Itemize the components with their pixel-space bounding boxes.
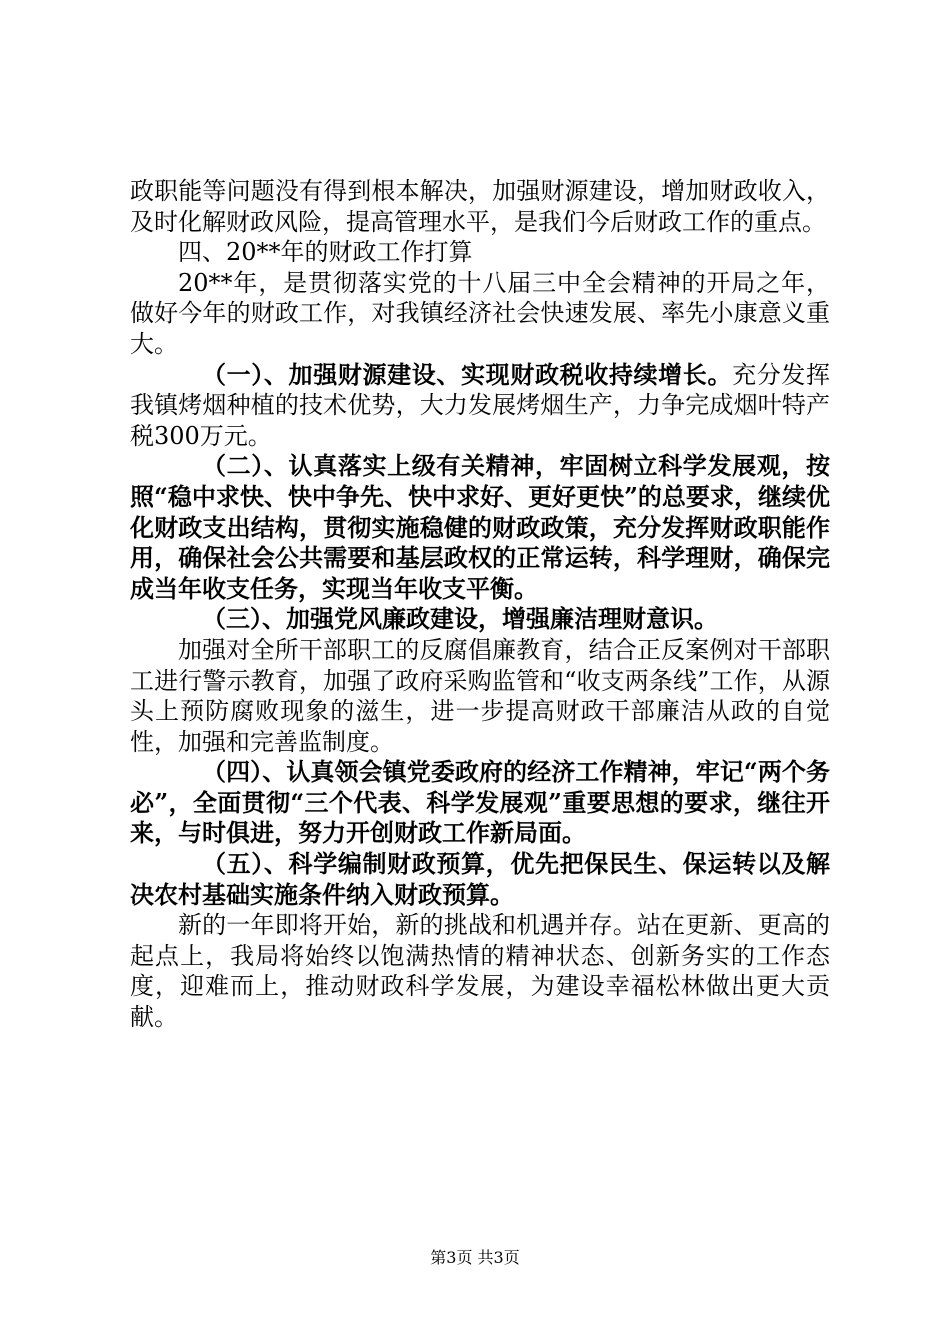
paragraph-text: 政职能等问题没有得到根本解决，加强财源建设，增加财政收入，及时化解财政风险，提高管理水平，是我们今后财政工作的重点。 [130, 177, 830, 236]
paragraph-text: 充分发挥我镇烤烟种植的技术优势，大力发展烤烟生产，力争完成烟叶特产税300万元。 [130, 360, 831, 450]
section-heading [130, 237, 830, 268]
paragraph-intro [130, 268, 830, 360]
page-footer [0, 1245, 950, 1268]
item-heading: （二）、认真落实上级有关精神，牢固树立科学发展观，按照“稳中求快、快中争先、快中求好、更好更快”的总要求，继续优化财政支出结构，贯彻实施稳健的财政政策，充分发挥财政职能作用，确保社会公共需要和基层政权的正常运转，科学理财，确保完成当年收支任务，实现当年收支平衡。 [130, 451, 830, 603]
paragraph-text: 新的一年即将开始，新的挑战和机遇并存。站在更新、更高的起点上，我局将始终以饱满热情的精神状态、创新务实的工作态度，迎难而上，推动财政科学发展，为建设幸福松林做出更大贡献。 [130, 911, 830, 1032]
paragraph-item-3 [130, 604, 830, 635]
section-heading-text: 四、20**年的财政工作打算 [178, 238, 473, 267]
paragraph-item-3-body [130, 635, 830, 757]
item-heading: （一）、加强财源建设、实现财政税收持续增长。 [202, 359, 733, 389]
paragraph-text: 加强对全所干部职工的反腐倡廉教育，结合正反案例对干部职工进行警示教育，加强了政府采购监管和“收支两条线”工作，从源头上预防腐败现象的滋生，进一步提高财政干部廉洁从政的自觉性，加强和完善监制度。 [130, 635, 830, 756]
paragraph-item-5 [130, 849, 830, 910]
item-heading: （四）、认真领会镇党委政府的经济工作精神，牢记“两个务必”，全面贯彻“三个代表、科学发展观”重要思想的要求，继往开来，与时俱进，努力开创财政工作新局面。 [130, 757, 830, 848]
paragraph-closing [130, 910, 830, 1032]
paragraph-item-4 [130, 757, 830, 849]
paragraph-text: 20**年，是贯彻落实党的十八届三中全会精神的开局之年，做好今年的财政工作，对我镇经济社会快速发展、率先小康意义重大。 [130, 268, 830, 358]
paragraph-item-2 [130, 451, 830, 604]
paragraph-continuation [130, 176, 830, 237]
document-body [130, 176, 830, 1033]
item-heading: （三）、加强党风廉政建设，增强廉洁理财意识。 [202, 604, 718, 634]
item-heading: （五）、科学编制财政预算，优先把保民生、保运转以及解决农村基础实施条件纳入财政预算。 [130, 849, 830, 909]
paragraph-item-1 [130, 360, 830, 452]
page-number: 第3页 共3页 [430, 1248, 520, 1267]
